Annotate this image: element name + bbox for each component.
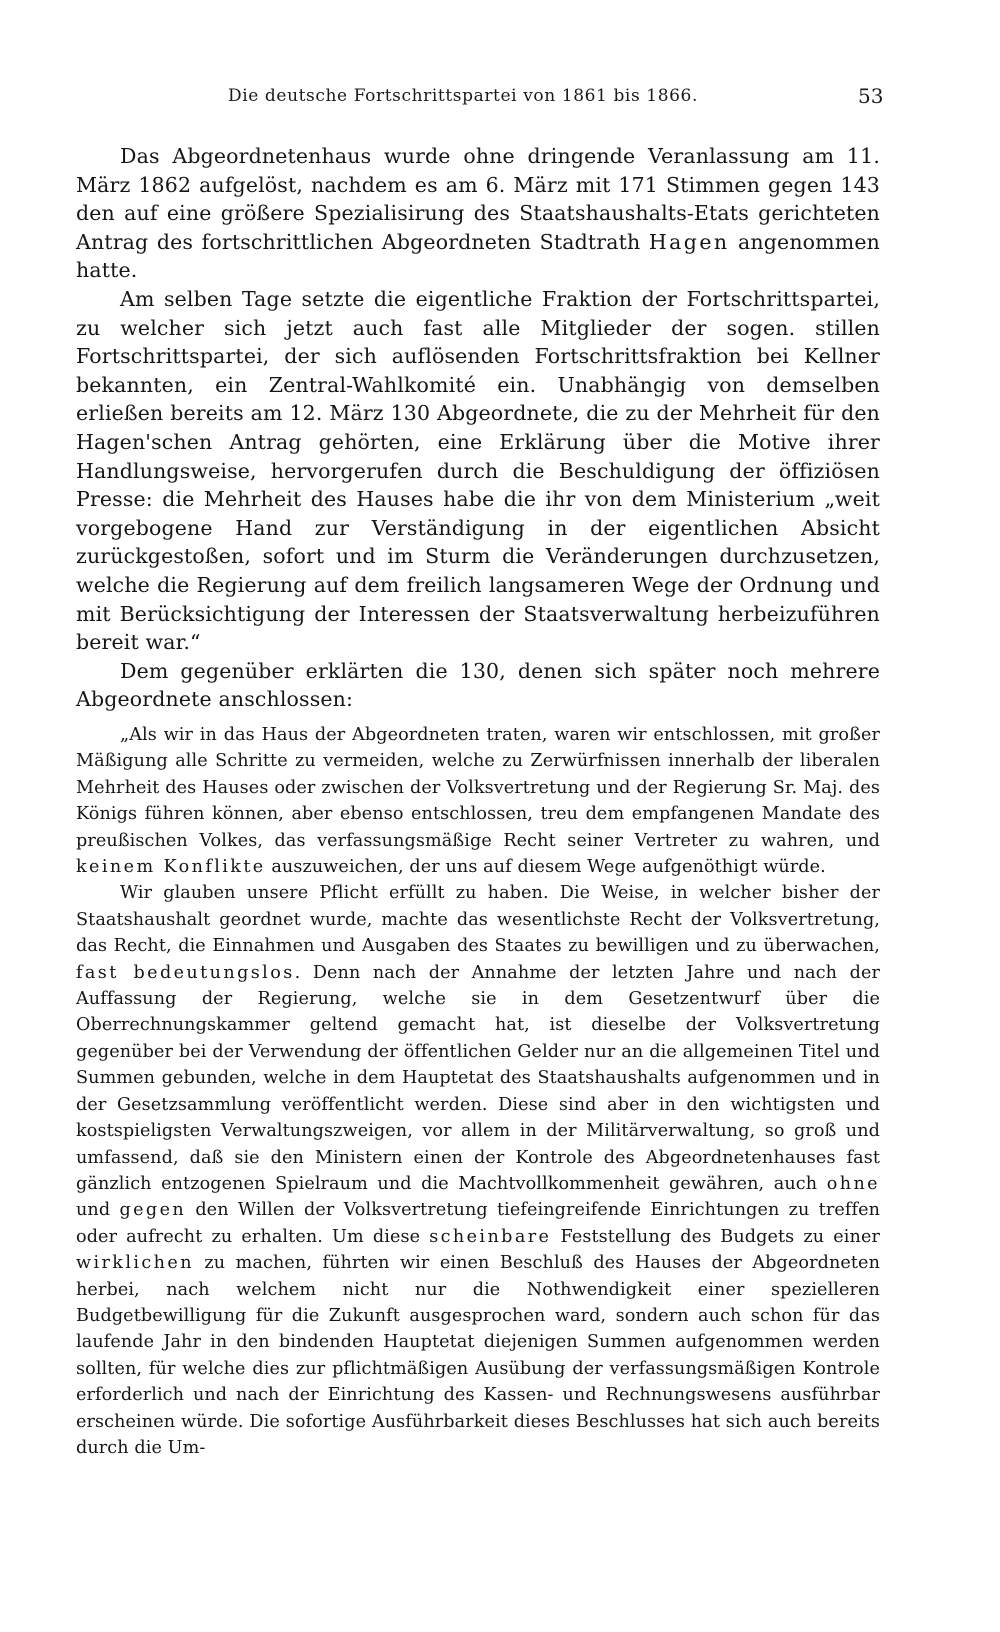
quote-paragraph-2 [76, 880, 880, 1461]
main-text [76, 142, 880, 714]
spaced-keinem-konflikte: keinem Konflikte [76, 857, 266, 878]
quote-paragraph-1-end: auszuweichen, der uns auf diesem Wege aufgenöthigt würde. [265, 857, 826, 878]
quote-paragraph-2-end: zu machen, führten wir einen Beschluß des Hauses der Abgeordneten herbei, nach welchem nicht nur die Nothwendigkeit einer spezielleren Budgetbewilligung für die Zukunft ausgesprochen ward, sondern auch schon für das laufende Jahr in den bindenden Hauptetat diejenigen Summen aufgenommen werden sollten, für welche dies zur pflichtmäßigen Ausübung der verfassungsmäßigen Kontrole erforderlich und nach der Einrichtung des Kassen- und Rechnungswesens ausführbar erscheinen würde. Die sofortige Ausführbarkeit dieses Beschlusses hat sich auch bereits durch die Um- [76, 1253, 880, 1458]
spaced-name-hagen: Hagen [648, 229, 730, 254]
quote-paragraph-2-part3: und [76, 1200, 120, 1221]
running-title: Die deutsche Fortschrittspartei von 1861 bis 1866. [228, 86, 698, 106]
spaced-fast-bedeutungslos: fast bedeutungslos [76, 962, 295, 983]
spaced-gegen: gegen [119, 1200, 187, 1221]
quote-paragraph-2-part2: . Denn nach der Annahme der letzten Jahre und nach der Auffassung der Regierung, welche sie in dem Gesetzentwurf über die Oberrechnungskammer geltend gemacht hat, ist dieselbe der Volksvertretung gegenüber bei der Verwendung der öffentlichen Gelder nur an die allgemeinen Titel und Summen gebunden, welche in dem Hauptetat des Staatshaushalts aufgenommen und in der Gesetzsammlung veröffentlicht werden. Diese sind aber in den wichtigsten und kostspieligsten Verwaltungszweigen, vor allem in der Militärverwaltung, so groß und umfassend, daß sie den Ministern einen der Kontrole des Abgeordnetenhauses fast gänzlich entzogenen Spielraum und die Machtvollkommenheit gewähren, auch [76, 962, 880, 1194]
page-number: 53 [858, 84, 884, 108]
paragraph-dissolution-end: angenommen hatte. [76, 229, 880, 283]
paragraph-dissolution [76, 142, 880, 285]
spaced-scheinbare: scheinbare [429, 1226, 552, 1247]
spaced-ohne: ohne [826, 1173, 880, 1194]
paragraph-election-committee: Am selben Tage setzte die eigentliche Fraktion der Fortschrittspartei, zu welcher sich jetzt auch fast alle Mitglieder der sogen. stillen Fortschrittspartei, der sich auflösenden Fortschrittsfraktion bei Kellner bekannten, ein Zentral-Wahlkomité ein. Unabhängig von demselben erließen bereits am 12. März 130 Abgeordnete, die zu der Mehrheit für den Hagen'schen Antrag gehörten, eine Erklärung über die Motive ihrer Handlungsweise, hervorgerufen durch die Beschuldigung der öffiziösen Presse: die Mehrheit des Hauses habe die ihr von dem Ministerium „weit vorgebogene Hand zur Verständigung in der eigentlichen Absicht zurückgestoßen, sofort und im Sturm die Veränderungen durchzusetzen, welche die Regierung auf dem freilich langsameren Wege der Ordnung und mit Berücksichtigung der Interessen der Staatsverwaltung herbeizuführen bereit war.“ [76, 286, 880, 655]
spaced-wirklichen: wirklichen [76, 1253, 194, 1274]
quote-paragraph-1 [76, 722, 880, 880]
quote-paragraph-2-part4: den Willen der Volksvertretung tiefeingreifende Einrichtungen zu treffen oder aufrecht zu erhalten. Um diese [76, 1200, 881, 1247]
declaration-quote [76, 722, 880, 1461]
paragraph-dissolution-text: Das Abgeordnetenhaus wurde ohne dringende Veranlassung am 11. März 1862 aufgelöst, nachdem es am 6. März mit 171 Stimmen gegen 143 den auf eine größere Spezialisirung des Staatshaushalts-Etats gerichteten Antrag des fortschrittlichen Abgeordneten Stadtrath [76, 144, 880, 254]
quote-paragraph-1-text: „Als wir in das Haus der Abgeordneten traten, waren wir entschlossen, mit großer Mäßigung alle Schritte zu vermeiden, welche zu Zerwürfnissen innerhalb der liberalen Mehrheit des Hauses oder zwischen der Volksvertretung und der Regierung Sr. Maj. des Königs führen können, aber ebenso entschlossen, treu dem empfangenen Mandate des preußischen Volkes, das verfassungsmäßige Recht seiner Vertreter zu wahren, und [76, 725, 880, 851]
paragraph-declaration-intro: Dem gegenüber erklärten die 130, denen sich später noch mehrere Abgeordnete anschlossen: [76, 658, 880, 712]
quote-paragraph-2-text: Wir glauben unsere Pflicht erfüllt zu haben. Die Weise, in welcher bisher der Staatshaushalt geordnet wurde, machte das wesentlichste Recht der Volksvertretung, das Recht, die Einnahmen und Ausgaben des Staates zu bewilligen und zu überwachen, [76, 883, 880, 957]
quote-paragraph-2-part5: Feststellung des Budgets zu einer [551, 1226, 880, 1247]
